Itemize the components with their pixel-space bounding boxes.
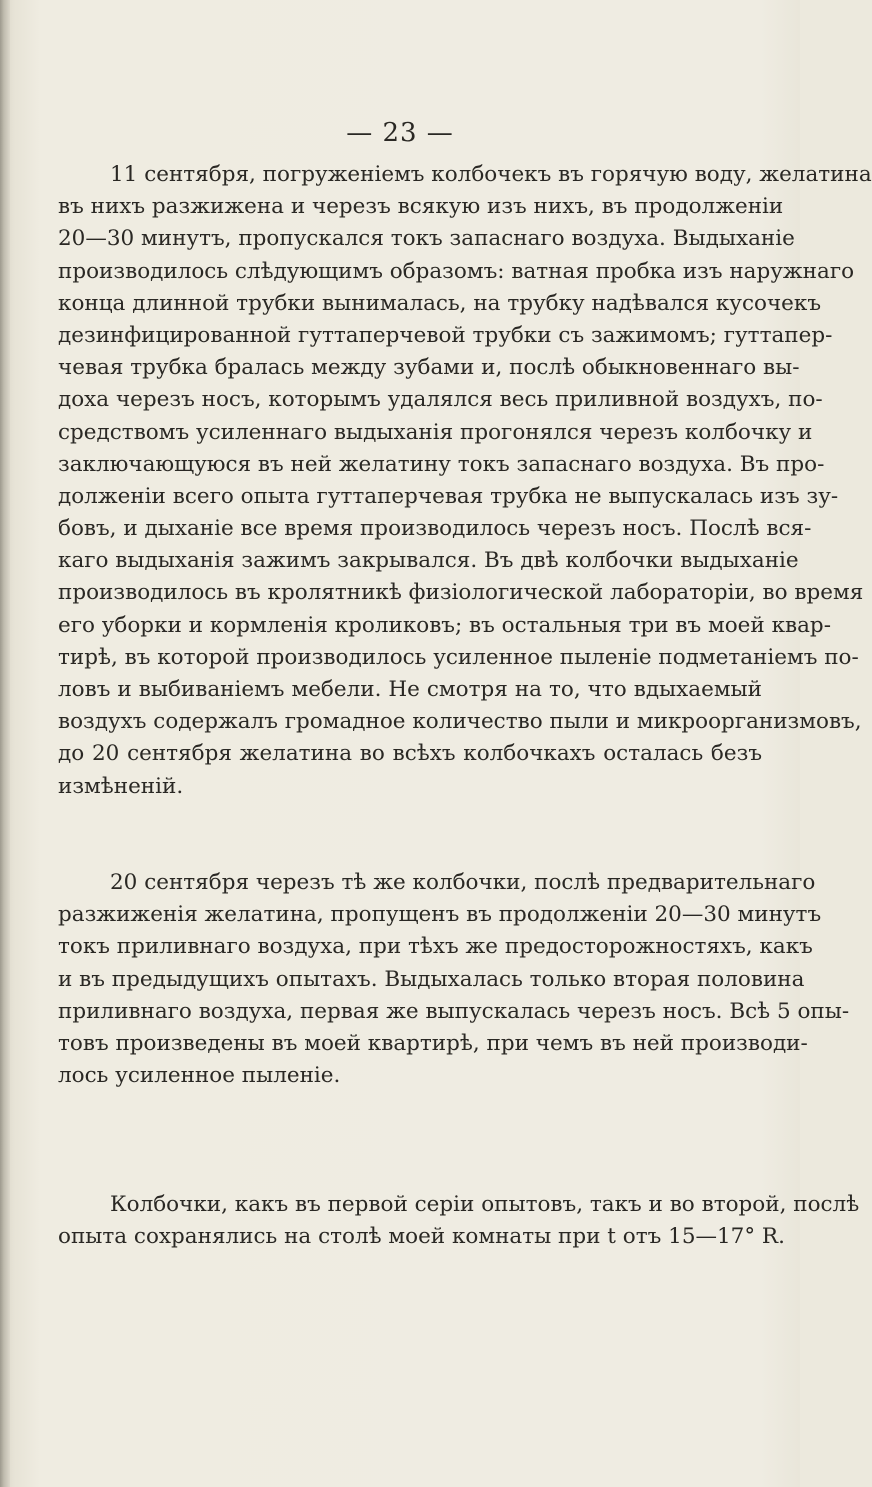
text-line: воздухъ содержалъ громадное количество пыли и микроорганизмовъ, <box>58 709 862 735</box>
page-number: — 23 — <box>346 118 454 148</box>
text-line: Колбочки, какъ въ первой серіи опытовъ, такъ и во второй, послѣ <box>110 1192 860 1217</box>
text-line: доха черезъ носъ, которымъ удалялся весь приливной воздухъ, по- <box>58 387 823 413</box>
paragraph-2 <box>58 867 850 1092</box>
text-line: конца длинной трубки вынималась, на трубку надѣвался кусочекъ <box>58 290 821 316</box>
text-line: опыта сохранялись на столѣ моей комнаты при t отъ 15—17° R. <box>58 1224 785 1250</box>
text-line: до 20 сентября желатина во всѣхъ колбочкахъ осталась безъ <box>58 741 762 767</box>
text-line: дезинфицированной гуттаперчевой трубки съ зажимомъ; гуттапер- <box>58 322 833 348</box>
text-line: заключающуюся въ ней желатину токъ запаснаго воздуха. Въ про- <box>58 451 825 477</box>
text-line: приливнаго воздуха, первая же выпускалась черезъ носъ. Всѣ 5 опы- <box>58 998 850 1024</box>
text-line: и въ предыдущихъ опытахъ. Выдыхалась только вторая половина <box>58 966 805 992</box>
text-line: разжиженія желатина, пропущенъ въ продолженіи 20—30 минутъ <box>58 902 822 928</box>
paragraph-1 <box>58 159 872 803</box>
text-line: чевая трубка бралась между зубами и, послѣ обыкновеннаго вы- <box>58 355 800 381</box>
paragraph-3 <box>58 1189 860 1253</box>
text-line: его уборки и кормленія кроликовъ; въ остальныя три въ моей квар- <box>58 612 831 638</box>
text-line: ловъ и выбиваніемъ мебели. Не смотря на то, что вдыхаемый <box>58 677 762 702</box>
text-line: товъ произведены въ моей квартирѣ, при чемъ въ ней производи- <box>58 1030 808 1056</box>
binding-edge <box>0 0 10 1487</box>
text-line: средствомъ усиленнаго выдыханія прогонялся черезъ колбочку и <box>58 419 813 445</box>
text-line: производилось въ кролятникѣ физіологической лабораторіи, во время <box>58 580 864 606</box>
text-line: токъ приливнаго воздуха, при тѣхъ же предосторожностяхъ, какъ <box>58 934 813 960</box>
text-line: бовъ, и дыханіе все время производилось черезъ носъ. Послѣ вся- <box>58 516 812 542</box>
text-line: 11 сентября, погруженіемъ колбочекъ въ горячую воду, желатина <box>110 162 872 187</box>
text-line: въ нихъ разжижена и черезъ всякую изъ нихъ, въ продолженіи <box>58 194 784 220</box>
text-line: каго выдыханія зажимъ закрывался. Въ двѣ колбочки выдыханіе <box>58 548 799 574</box>
text-line: тирѣ, въ которой производилось усиленное пыленіе подметаніемъ по- <box>58 644 859 670</box>
text-line: производилось слѣдующимъ образомъ: ватная пробка изъ наружнаго <box>58 258 855 284</box>
text-line: измѣненій. <box>58 773 184 799</box>
text-line: долженіи всего опыта гуттаперчевая трубка не выпускалась изъ зу- <box>58 483 839 509</box>
text-line: лось усиленное пыленіе. <box>58 1063 341 1089</box>
text-line: 20 сентября черезъ тѣ же колбочки, послѣ предварительнаго <box>110 870 816 895</box>
text-line: 20—30 минутъ, пропускался токъ запаснаго воздуха. Выдыханіе <box>58 226 795 252</box>
